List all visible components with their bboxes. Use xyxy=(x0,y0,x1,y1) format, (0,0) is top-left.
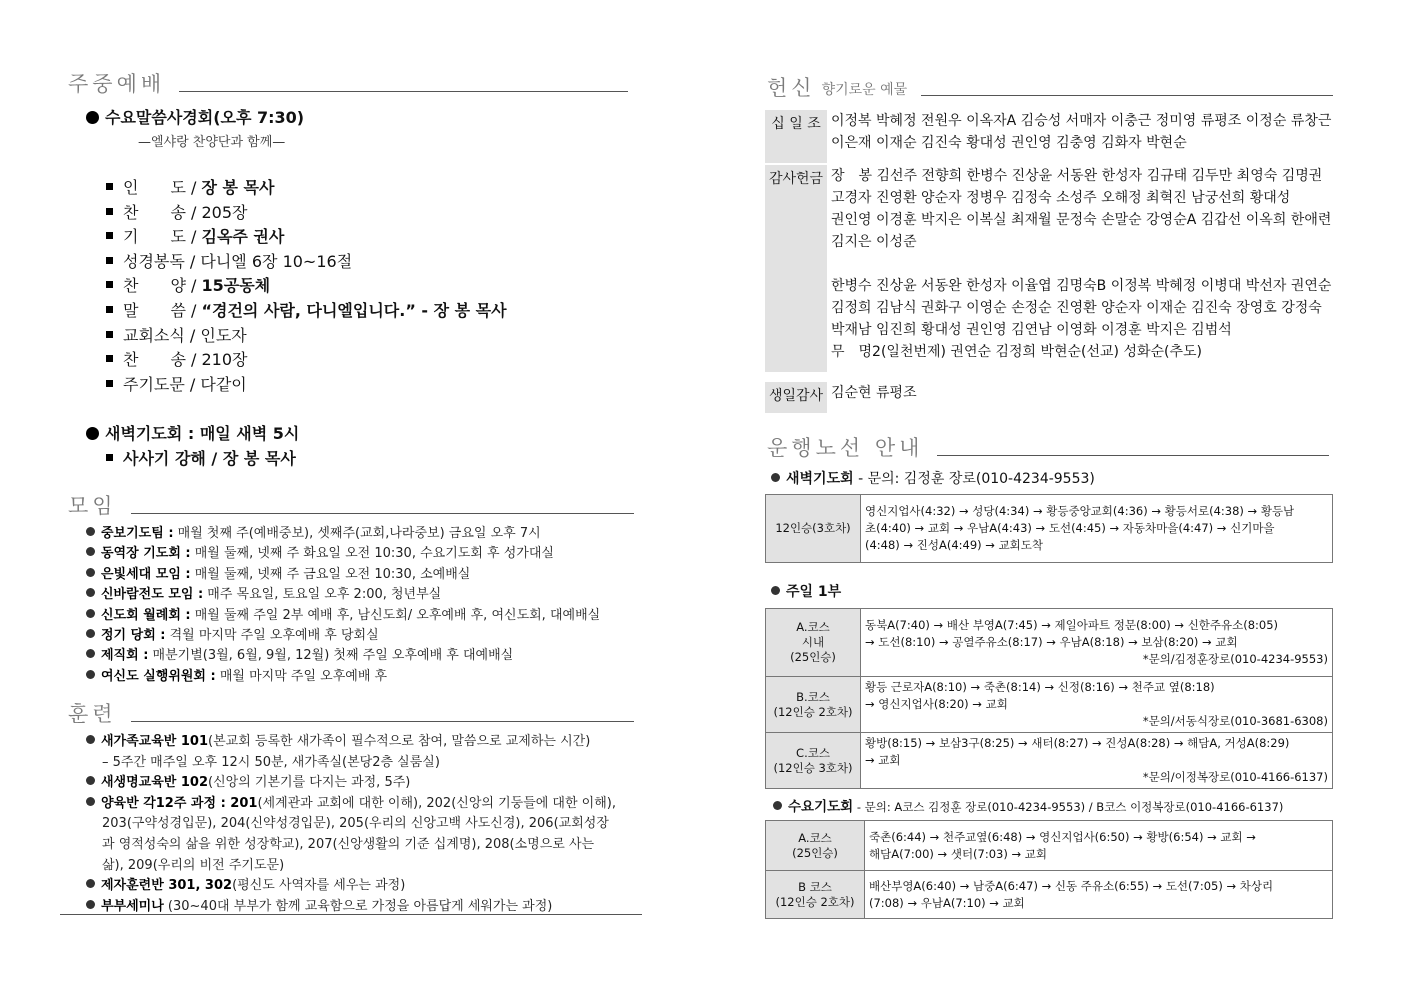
training-line xyxy=(102,833,594,852)
route-stops xyxy=(865,871,1333,919)
offering-line: 김지은 이성준 xyxy=(831,234,917,250)
sunday-route-name: 주일 1부 xyxy=(786,584,842,600)
training-line xyxy=(86,874,405,893)
bullet-dot-icon xyxy=(86,735,95,744)
service-order-label: 인 도 / xyxy=(123,178,202,197)
meeting-detail: 매월 둘째, 넷째 주 화요일 오전 10:30, 수요기도회 후 성가대실 xyxy=(190,546,554,562)
training-line xyxy=(102,854,284,873)
section-title: 주중예배 xyxy=(68,72,166,96)
service-order-item xyxy=(106,273,270,296)
service-order-item xyxy=(106,372,247,395)
training-name: 새가족교육반 101 xyxy=(101,734,209,749)
offering-label: 십 일 조 xyxy=(765,110,827,163)
route-stops-line: 동북A(7:40) → 배산 부영A(7:45) → 제일아파트 정문(8:00) → 신한주유소(8:05) xyxy=(865,618,1279,632)
dawn-route-heading xyxy=(771,468,1095,488)
route-row xyxy=(766,733,1333,789)
offering-names xyxy=(827,110,1331,163)
route-stops-line: 황방(8:15) → 보삼3구(8:25) → 새터(8:27) → 진성A(8:28) → 해담A, 거성A(8:29) xyxy=(865,736,1290,750)
training-line xyxy=(86,730,590,749)
meeting-item xyxy=(86,563,470,582)
training-detail: (본교회 등록한 새가족이 필수적으로 참여, 말씀으로 교제하는 시간) xyxy=(208,734,591,749)
meeting-name: 중보기도팀 : xyxy=(101,526,174,541)
section-header-training xyxy=(68,698,634,728)
route-stops-line: 배산부영A(6:40) → 남중A(6:47) → 신동 주유소(6:55) → 도선(7:05) → 차상리 xyxy=(869,878,1274,893)
offering-line: 한병수 진상윤 서동완 한성자 이율엽 김명숙B 이정복 박혜정 이병대 박선자 권연순 xyxy=(831,278,1332,294)
meeting-name: 동역장 기도회 : xyxy=(101,546,191,562)
route-contact-note: *문의/이정복장로(010-4166-6137) xyxy=(1142,770,1328,784)
offering-line: 김순현 류평조 xyxy=(831,385,917,401)
route-row xyxy=(766,495,1333,563)
service-order-item xyxy=(106,323,247,346)
meeting-name: 여신도 실행위원회 : xyxy=(101,668,216,684)
meeting-name: 제직회 : xyxy=(101,648,149,664)
bullet-dot-icon xyxy=(86,427,99,440)
meeting-detail: 격월 마지막 주일 오후예배 후 당회실 xyxy=(165,628,379,643)
service-order-value: 인도자 xyxy=(200,325,247,345)
section-title: 운행노선 안내 xyxy=(767,436,924,460)
training-name: 제자훈련반 301, 302 xyxy=(101,878,233,894)
route-course-label xyxy=(766,495,861,563)
service-order-item xyxy=(106,347,247,370)
route-course-label-line: 12인승(3호차) xyxy=(775,521,851,535)
service-order-label: 기 도 / xyxy=(123,227,202,247)
training-detail: (신앙의 기본기를 다지는 과정, 5주) xyxy=(208,775,411,791)
route-table xyxy=(765,608,1333,789)
service-order-value: “경건의 사람, 다니엘입니다.” - 장 봉 목사 xyxy=(201,301,507,320)
service-order-value: 15공동체 xyxy=(201,276,271,296)
square-bullet-icon xyxy=(106,281,113,288)
training-line xyxy=(86,771,410,790)
route-course-label-line: (25인승) xyxy=(792,845,838,860)
section-header-offering xyxy=(767,72,1333,102)
offering-line: 이정복 박혜정 전원우 이옥자A 김승성 서매자 이충근 정미영 류평조 이정순 류창근 xyxy=(831,113,1332,129)
service-order-label: 주기도문 / xyxy=(123,374,201,394)
service-order-item xyxy=(106,200,247,223)
route-stops-line: → 교회 xyxy=(865,753,901,767)
route-course-label-line: 시내 xyxy=(801,635,825,649)
meeting-detail: 매월 둘째 주일 2부 예배 후, 남신도회/ 오후예배 후, 여신도회, 대예배실 xyxy=(190,607,601,623)
square-bullet-icon xyxy=(106,331,113,338)
service-order-item xyxy=(106,224,284,247)
square-bullet-icon xyxy=(106,355,113,362)
meeting-item xyxy=(86,604,600,623)
bullet-dot-icon xyxy=(86,670,95,679)
training-detail: (30~40대 부부가 함께 교육함으로 가정을 아름답게 세워가는 과정) xyxy=(163,898,553,914)
section-header-routes xyxy=(767,432,1329,462)
training-line xyxy=(86,792,616,811)
wednesday-route-contact: - 문의: A코스 김정훈 장로(010-4234-9553) / B코스 이정복장로(010-4166-6137) xyxy=(853,800,1284,814)
route-course-label-line: (12인승 3호차) xyxy=(773,760,853,775)
meeting-item xyxy=(86,644,513,663)
bullet-dot-icon xyxy=(86,797,95,806)
route-row xyxy=(766,821,1333,871)
offering-names xyxy=(827,382,917,413)
service-order-item xyxy=(106,249,352,272)
service-order-value: 김옥주 권사 xyxy=(201,227,285,247)
route-stops-line: 죽촌(6:44) → 천주교옆(6:48) → 영신지업사(6:50) → 황방(6:54) → 교회 → xyxy=(869,829,1256,844)
bullet-dot-icon xyxy=(773,801,782,810)
offering-label: 감사헌금 xyxy=(765,165,827,372)
section-rule xyxy=(179,91,628,92)
service-order-item xyxy=(106,175,274,198)
route-course-label-line: A.코스 xyxy=(796,620,830,634)
wednesday-service-subtitle: —엘샤랑 찬양단과 함께— xyxy=(138,135,286,150)
meeting-name: 정기 당회 : xyxy=(101,628,166,643)
route-course-label xyxy=(766,733,861,789)
meeting-item xyxy=(86,522,541,541)
training-detail: 203(구약성경입문), 204(신약성경입문), 205(우리의 신앙고백 사도신경), 206(교회성장 xyxy=(102,816,609,832)
service-order-label: 교회소식 / xyxy=(123,325,201,345)
route-course-label xyxy=(766,609,861,677)
service-order-label: 성경봉독 / xyxy=(123,251,201,271)
meeting-detail: 매월 마지막 주일 오후예배 후 xyxy=(215,668,388,684)
training-detail: 과 영적성숙의 삶을 위한 성장학교), 207(신앙생활의 기준 십계명), 208(소명으로 사는 xyxy=(102,837,595,852)
service-order-label: 찬 송 / xyxy=(123,350,202,370)
bullet-dot-icon xyxy=(771,473,780,482)
route-stops xyxy=(861,495,1333,563)
service-order-item xyxy=(106,298,507,321)
training-detail: – 5주간 매주일 오후 12시 50분, 새가족실(본당2층 실룸실) xyxy=(102,754,440,770)
offering-names xyxy=(827,165,1331,372)
training-detail: 삶), 209(우리의 비전 주기도문) xyxy=(102,857,285,873)
meeting-item xyxy=(86,583,441,602)
offering-label: 생일감사 xyxy=(765,382,827,413)
dawn-prayer-title-row xyxy=(86,421,299,444)
meeting-detail: 매주 목요일, 토요일 오후 2:00, 청년부실 xyxy=(203,587,442,603)
route-stops xyxy=(865,821,1333,871)
route-stops xyxy=(861,733,1333,789)
wednesday-service-title-row xyxy=(86,105,304,128)
section-title: 헌신 xyxy=(767,76,816,100)
section-rule xyxy=(131,513,634,514)
route-stops-line: 초(4:40) → 교회 → 우남A(4:43) → 도선(4:45) → 자동차마을(4:47) → 신기마을 xyxy=(865,521,1275,535)
service-order-value: 205장 xyxy=(201,202,248,222)
meeting-name: 은빛세대 모임 : xyxy=(101,566,191,582)
wednesday-service-title: 수요말씀사경회(오후 7:30) xyxy=(105,108,305,127)
route-course-label xyxy=(766,677,861,733)
training-line xyxy=(102,751,440,770)
bullet-dot-icon xyxy=(86,547,95,556)
service-order-value: 장 봉 목사 xyxy=(201,178,275,197)
square-bullet-icon xyxy=(106,454,113,461)
dawn-prayer-item: 사사기 강해 / 장 봉 목사 xyxy=(123,449,296,468)
route-course-label xyxy=(766,871,865,919)
route-stops xyxy=(861,677,1333,733)
training-name: 새생명교육반 102 xyxy=(101,775,209,791)
route-stops-line: (4:48) → 진성A(4:49) → 교회도착 xyxy=(865,538,1044,552)
training-detail: (평신도 사역자를 세우는 과정) xyxy=(232,878,406,894)
square-bullet-icon xyxy=(106,306,113,313)
training-name: 부부세미나 xyxy=(101,898,164,914)
service-order-value: 다니엘 6장 10~16절 xyxy=(200,251,353,271)
bullet-dot-icon xyxy=(86,776,95,785)
route-course-label-line: (12인승 2호차) xyxy=(775,894,855,909)
offering-line: 고경자 진영환 양순자 정병우 김정숙 소성주 오해정 최혁진 남궁선희 황대성 xyxy=(831,190,1291,206)
route-course-label-line: (25인승) xyxy=(790,650,836,664)
bullet-dot-icon xyxy=(86,527,95,536)
route-stops-line: 해담A(7:00) → 샛터(7:03) → 교회 xyxy=(869,846,1048,861)
bullet-dot-icon xyxy=(771,586,780,595)
route-course-label-line: B 코스 xyxy=(798,879,832,894)
service-order-label: 찬 양 / xyxy=(123,276,202,296)
dawn-route-contact: - 문의: 김정훈 장로(010-4234-9553) xyxy=(853,471,1095,487)
offering-line: 김정희 김남식 권화구 이영순 손정순 진영환 양순자 이재순 김진숙 장영호 강정숙 xyxy=(831,300,1322,316)
training-name: 양육반 각12주 과정 : 201 xyxy=(101,795,258,811)
offering-line: 장 봉 김선주 전향희 한병수 진상윤 서동완 한성자 김규태 김두만 최영숙 김명권 xyxy=(831,168,1323,184)
route-course-label-line: C.코스 xyxy=(796,745,830,760)
section-header-meetings xyxy=(68,490,634,520)
bottom-rule xyxy=(60,914,642,915)
square-bullet-icon xyxy=(106,183,113,190)
meeting-name: 신바람전도 모임 : xyxy=(101,587,204,603)
route-stops-line: 황등 근로자A(8:10) → 죽촌(8:14) → 신정(8:16) → 천주교 옆(8:18) xyxy=(865,680,1215,694)
service-order-value: 다같이 xyxy=(200,374,247,394)
section-title: 모임 xyxy=(68,494,117,518)
section-rule xyxy=(921,95,1333,96)
route-row xyxy=(766,677,1333,733)
wednesday-route-name: 수요기도회 xyxy=(788,799,854,815)
route-contact-note: *문의/서동식장로(010-3681-6308) xyxy=(1142,714,1328,728)
meeting-item xyxy=(86,624,379,643)
bullet-dot-icon xyxy=(86,629,95,638)
bullet-dot-icon xyxy=(86,111,99,124)
route-row xyxy=(766,871,1333,919)
offering-line xyxy=(831,253,1331,275)
meeting-detail: 매월 첫째 주(예배중보), 셋째주(교회,나라중보) 금요일 오후 7시 xyxy=(173,526,541,541)
route-stops-line: (7:08) → 우남A(7:10) → 교회 xyxy=(869,895,1025,910)
route-table xyxy=(765,820,1333,919)
meeting-detail: 매분기별(3월, 6월, 9월, 12월) 첫째 주일 오후예배 후 대예배실 xyxy=(148,648,514,664)
route-stops-line: 영신지업사(4:32) → 성당(4:34) → 황등중앙교회(4:36) → 황등서로(4:38) → 황등남 xyxy=(865,504,1295,518)
bullet-dot-icon xyxy=(86,649,95,658)
square-bullet-icon xyxy=(106,232,113,239)
route-table xyxy=(765,494,1333,563)
offering-line: 이은재 이재순 김진숙 황대성 권인영 김충영 김화자 박현순 xyxy=(831,135,1187,151)
square-bullet-icon xyxy=(106,257,113,264)
service-order-value: 210장 xyxy=(201,350,248,370)
meeting-item xyxy=(86,542,554,561)
meeting-name: 신도회 월례회 : xyxy=(101,607,191,623)
wednesday-route-heading xyxy=(773,795,1283,815)
dawn-prayer-item-row xyxy=(106,446,296,469)
route-stops-line: → 영신지업사(8:20) → 교회 xyxy=(865,697,1008,711)
offering-line: 박재남 임진희 황대성 권인영 김연남 이영화 이경훈 박지은 김범석 xyxy=(831,322,1232,338)
route-course-label-line: A.코스 xyxy=(798,830,832,845)
section-rule xyxy=(937,455,1329,456)
bullet-dot-icon xyxy=(86,588,95,597)
bullet-dot-icon xyxy=(86,879,95,888)
offering-line: 권인영 이경훈 박지은 이복실 최재월 문정숙 손말순 강영순A 김갑선 이옥희 한애련 xyxy=(831,212,1332,228)
dawn-prayer-title: 새벽기도회 : 매일 새벽 5시 xyxy=(105,424,300,443)
service-order-label: 찬 송 / xyxy=(123,202,202,222)
offering-row xyxy=(765,382,1345,413)
dawn-route-name: 새벽기도회 xyxy=(786,471,854,487)
bullet-dot-icon xyxy=(86,609,95,618)
section-header-worship xyxy=(68,68,628,98)
route-course-label-line: B.코스 xyxy=(796,689,830,704)
offering-line: 무 명2(일천번제) 권연순 김정희 박현순(선교) 성화순(추도) xyxy=(831,344,1203,360)
route-course-label-line: (12인승 2호차) xyxy=(773,704,853,719)
meeting-detail: 매월 둘째, 넷째 주 금요일 오전 10:30, 소예배실 xyxy=(190,566,471,582)
training-line xyxy=(102,812,609,831)
section-title: 훈련 xyxy=(68,702,117,726)
square-bullet-icon xyxy=(106,380,113,387)
route-row xyxy=(766,609,1333,677)
route-course-label xyxy=(766,821,865,871)
bullet-dot-icon xyxy=(86,900,95,909)
training-line xyxy=(86,895,552,914)
route-stops xyxy=(861,609,1333,677)
training-detail: (세계관과 교회에 대한 이해), 202(신앙의 기둥들에 대한 이해), xyxy=(257,795,617,811)
bullet-dot-icon xyxy=(86,568,95,577)
section-subtitle: 향기로운 예물 xyxy=(821,82,908,98)
meeting-item xyxy=(86,665,387,684)
route-contact-note: *문의/김정훈장로(010-4234-9553) xyxy=(1142,652,1328,666)
route-stops-line: → 도선(8:10) → 공열주유소(8:17) → 우남A(8:18) → 보삼(8:20) → 교회 xyxy=(865,635,1238,649)
offering-row xyxy=(765,165,1345,372)
square-bullet-icon xyxy=(106,208,113,215)
section-rule xyxy=(131,721,634,722)
service-order-label: 말 씀 / xyxy=(123,301,202,320)
sunday-route-heading xyxy=(771,581,841,601)
offering-row xyxy=(765,110,1345,163)
